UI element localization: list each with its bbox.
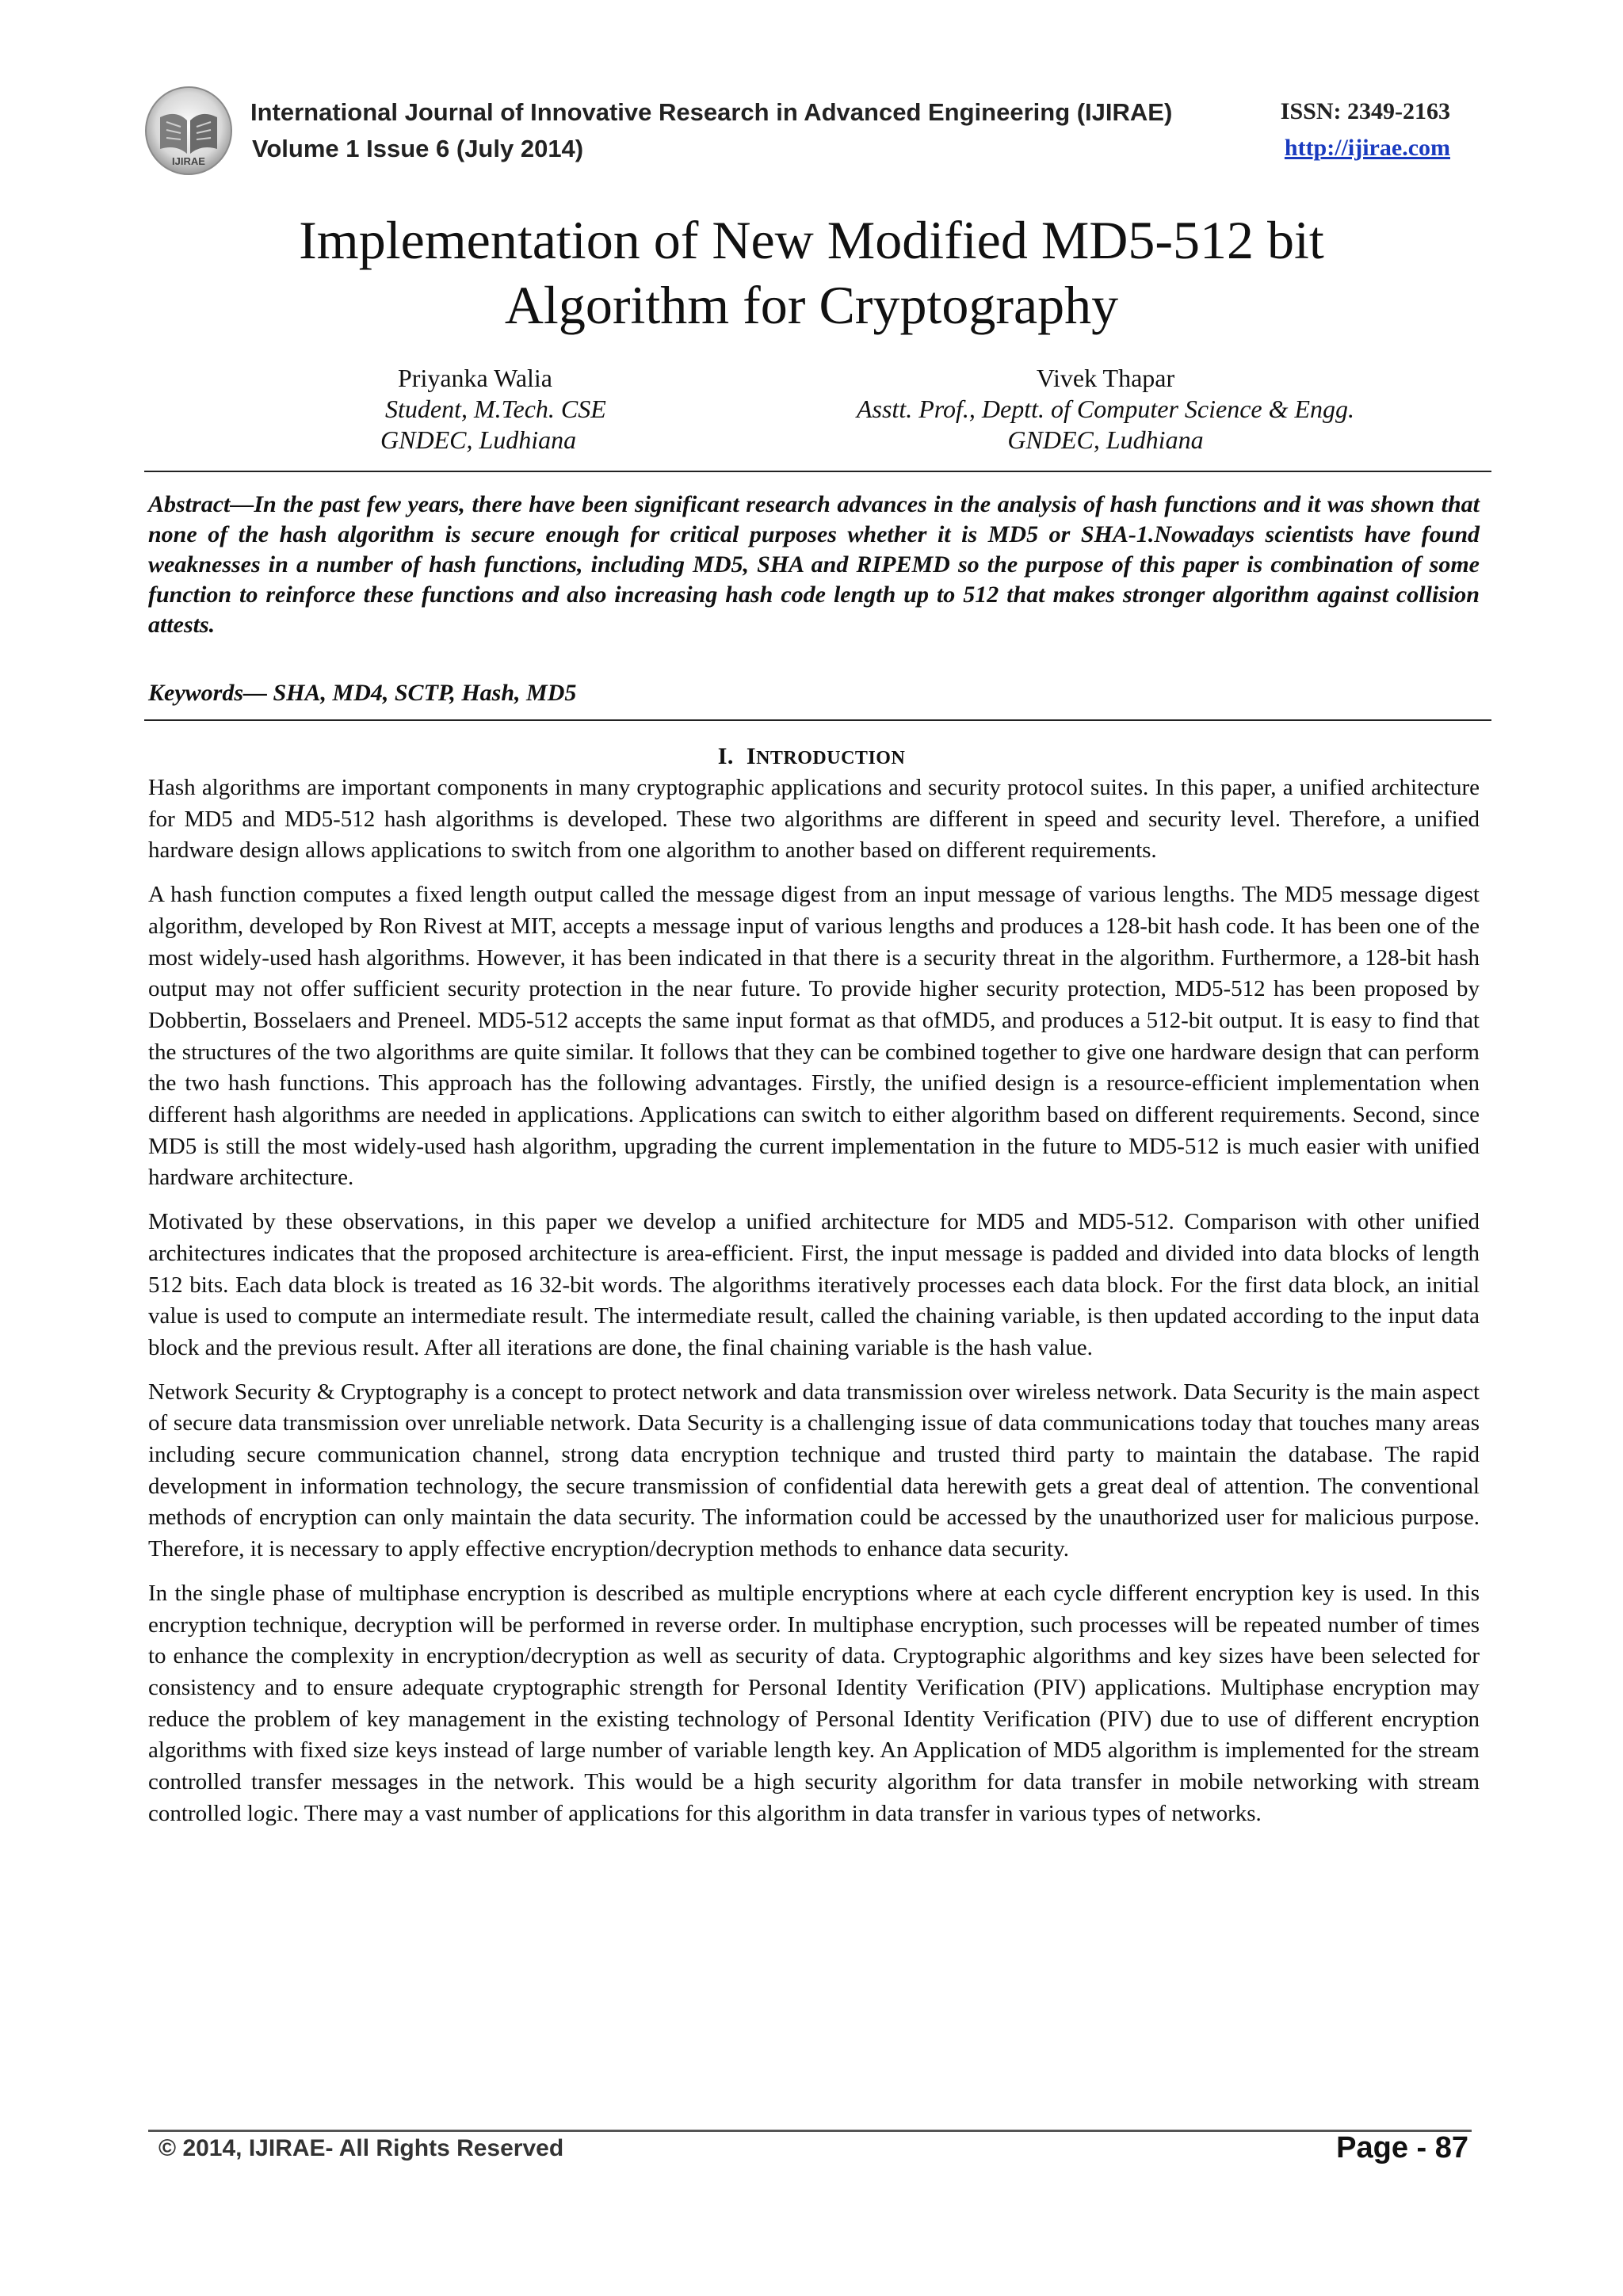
journal-volume: Volume 1 Issue 6 (July 2014): [252, 135, 584, 162]
issn: ISSN: 2349-2163: [1280, 98, 1450, 124]
divider: [144, 471, 1491, 472]
title-line-2: Algorithm for Cryptography: [504, 275, 1119, 335]
section-title-initial: I: [746, 743, 757, 769]
author-name: Vivek Thapar: [1036, 364, 1175, 392]
author-block-1: [380, 363, 606, 456]
paragraph: Network Security & Cryptography is a concept to protect network and data transmission over wireless network. Data Security is the main aspect of secure data transmission over unreliable network. Data Security is a challenging issue of data communications today that touches many areas including secure communication channel, strong data encryption technique and trusted third party to maintain the database. The rapid development in information technology, the secure transmission of confidential data herewith gets a great deal of attention. The conventional methods of encryption can only maintain the data security. The information could be accessed by the unauthorized user for malicious purpose. Therefore, it is necessary to apply effective encryption/decryption methods to enhance data security.: [148, 1379, 1480, 1562]
section-title-rest: NTRODUCTION: [756, 748, 906, 769]
author-institution: GNDEC, Ludhiana: [1007, 425, 1204, 454]
divider: [144, 719, 1491, 721]
journal-url-link[interactable]: http://ijirae.com: [1284, 135, 1450, 161]
footer-copyright: © 2014, IJIRAE- All Rights Reserved: [158, 2135, 564, 2161]
page-number: Page - 87: [1336, 2131, 1468, 2164]
body-text: [148, 772, 1480, 1843]
paragraph: In the single phase of multiphase encryption is described as multiple encryptions where at each cycle different encryption key is used. In this encryption technique, decryption will be performed in reverse order. In multiphase encryption, such processes will be repeated number of times to enhance the complexity in encryption/decryption as well as security of data. Cryptographic algorithms and key sizes have been selected for consistency and to ensure adequate cryptographic strength for Personal Identity Verification (PIV) applications. Multiphase encryption may reduce the problem of key management in the existing technology of Personal Identity Verification (PIV) due to use of different encryption algorithms with fixed size keys instead of large number of variable length key. An Application of MD5 algorithm is implemented for the stream controlled transfer messages in the network. This would be a high security algorithm for data transfer in mobile networking with stream controlled logic. There may a vast number of applications for this algorithm in data transfer in various types of networks.: [148, 1580, 1480, 1826]
footer-divider: [148, 2130, 1472, 2132]
journal-logo-icon: [144, 86, 233, 176]
paragraph: Motivated by these observations, in this paper we develop a unified architecture for MD5 and MD5-512. Comparison with other unified architectures indicates that the proposed architecture is area-efficient. First, the input message is padded and divided into data blocks of length 512 bits. Each data block is treated as 16 32-bit words. The algorithms iteratively processes each data block. For the first data block, an initial value is used to compute an intermediate result. The intermediate result, called the chaining variable, is then updated according to the input data block and the previous result. After all iterations are done, the final chaining variable is the hash value.: [148, 1209, 1480, 1360]
author-block-2: [824, 363, 1387, 456]
author-position: Student, M.Tech. CSE: [385, 395, 606, 423]
section-number: I.: [717, 743, 734, 769]
section-heading: [143, 743, 1480, 770]
title-line-1: Implementation of New Modified MD5-512 bit: [299, 210, 1324, 270]
paragraph: Hash algorithms are important components in many cryptographic applications and security protocol suites. In this paper, a unified architecture for MD5 and MD5-512 hash algorithms is developed. These two algorithms are different in speed and security level. Therefore, a unified hardware design allows applications to switch from one algorithm to another based on different requirements.: [148, 775, 1480, 864]
author-position: Asstt. Prof., Deptt. of Computer Science & Engg.: [856, 395, 1355, 423]
journal-name: International Journal of Innovative Research in Advanced Engineering (IJIRAE): [250, 98, 1173, 126]
abstract: Abstract—In the past few years, there have been significant research advances in the analysis of hash functions and it was shown that none of the hash algorithm is secure enough for critical purposes whether it is MD5 or SHA-1.Nowadays scientists have found weaknesses in a number of hash functions, including MD5, SHA and RIPEMD so the purpose of this paper is combination of some function to reinforce these functions and also increasing hash code length up to 512 that makes stronger algorithm against collision attests.: [148, 491, 1480, 638]
paper-title: [143, 208, 1480, 338]
paragraph: A hash function computes a fixed length output called the message digest from an input message of various lengths. The MD5 message digest algorithm, developed by Ron Rivest at MIT, accepts a message input of various lengths and produces a 128-bit hash code. It has been one of the most widely-used hash algorithms. However, it has been indicated in that there is a security threat in the algorithm. Furthermore, a 128-bit hash output may not offer sufficient security protection in the near future. To provide higher security protection, MD5-512 has been proposed by Dobbertin, Bosselaers and Preneel. MD5-512 accepts the same input format as that ofMD5, and produces a 512-bit output. It is easy to find that the structures of the two algorithms are quite similar. It follows that they can be combined together to give one hardware design that can perform the two hash functions. This approach has the following advantages. Firstly, the unified design is a resource-efficient implementation when different hash algorithms are needed in applications. Applications can switch to either algorithm based on different requirements. Second, since MD5 is still the most widely-used hash algorithm, upgrading the current implementation in the future to MD5-512 is much easier with unified hardware architecture.: [148, 882, 1480, 1191]
author-name: Priyanka Walia: [398, 364, 552, 392]
author-institution: GNDEC, Ludhiana: [380, 425, 577, 454]
logo-text: IJIRAE: [172, 155, 205, 167]
keywords: Keywords— SHA, MD4, SCTP, Hash, MD5: [148, 680, 577, 706]
